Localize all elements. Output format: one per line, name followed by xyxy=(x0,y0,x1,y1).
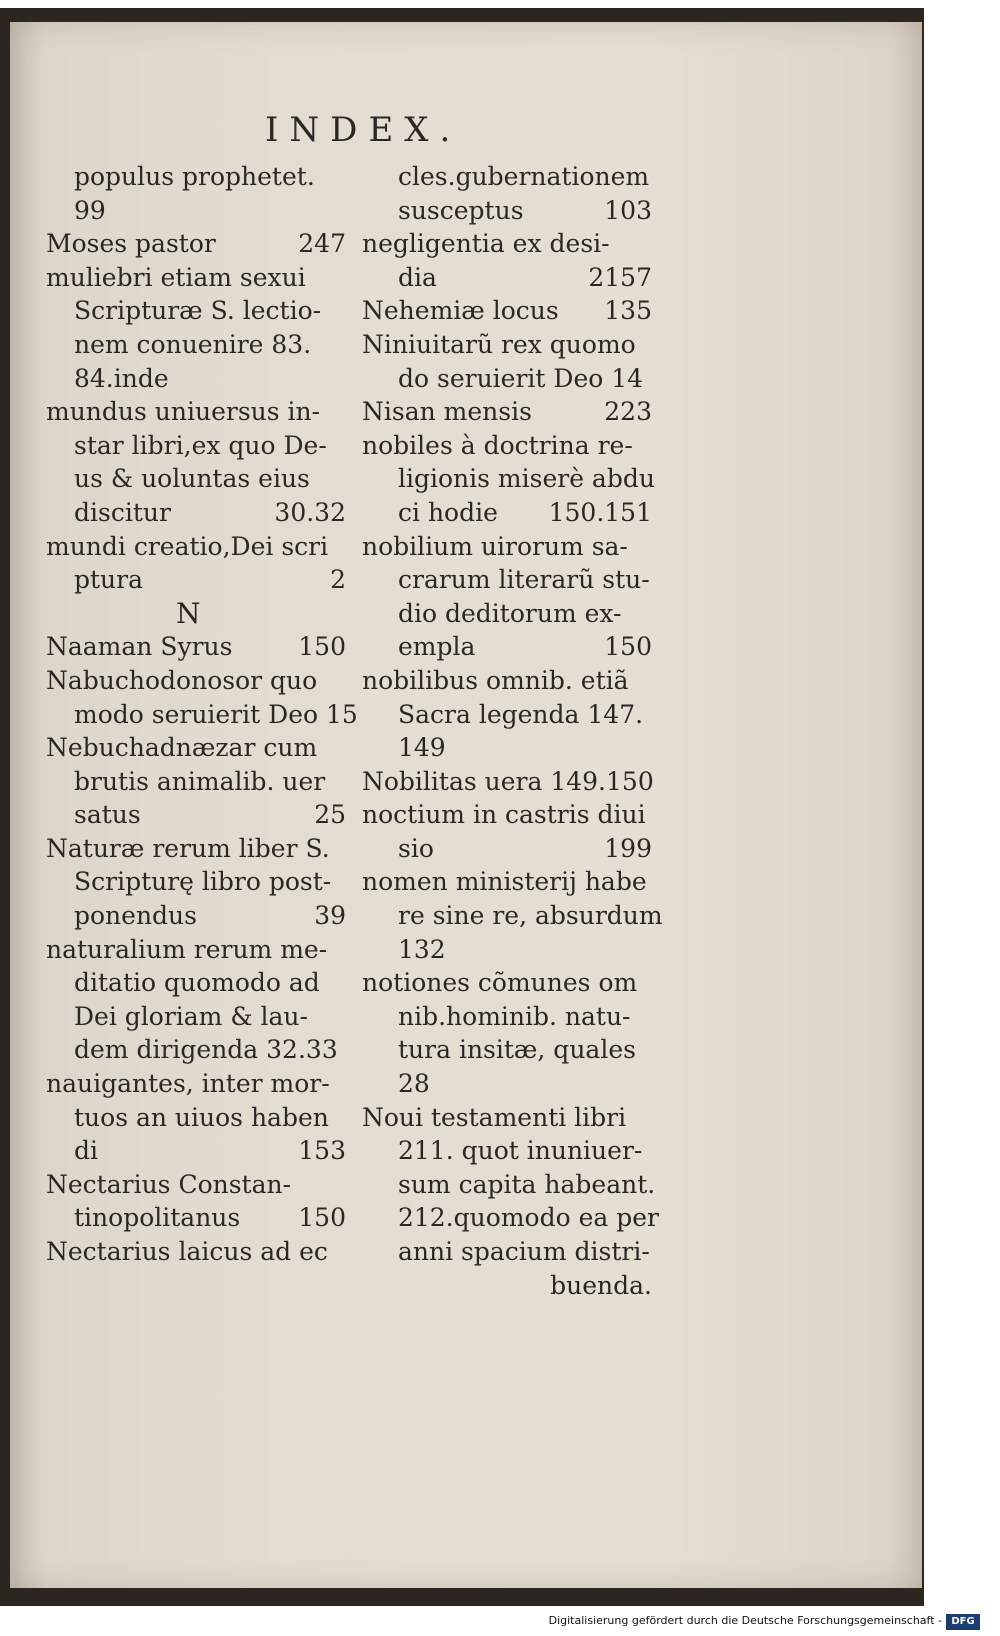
index-line xyxy=(362,698,652,732)
index-column-left xyxy=(46,160,358,1269)
index-entry-text: ponendus xyxy=(74,901,197,931)
index-line xyxy=(46,933,346,967)
index-line xyxy=(46,630,346,664)
index-entry-text: nib.hominib. natu- xyxy=(398,1001,631,1031)
dfg-logo: DFG xyxy=(946,1614,980,1630)
index-line xyxy=(46,261,346,295)
index-entry-text: anni spacium distri- xyxy=(398,1237,650,1266)
index-entry-text: brutis animalib. uer xyxy=(74,766,326,796)
index-entry-text: 132 xyxy=(398,934,446,964)
index-line xyxy=(362,1269,652,1303)
index-line xyxy=(362,496,652,530)
page-reference: 103 xyxy=(604,195,652,225)
index-line xyxy=(46,395,346,429)
digitization-footer xyxy=(0,1612,1000,1636)
index-line xyxy=(46,1134,346,1168)
index-entry-text: dem dirigenda 32.33 xyxy=(74,1035,338,1065)
footer-credit: Digitalisierung gefördert durch die Deutsche Forschungsgemeinschaft - xyxy=(548,1614,942,1627)
index-line xyxy=(362,1101,652,1135)
index-column-right xyxy=(362,160,663,1302)
index-entry-text: nem conuenire 83. xyxy=(74,329,312,359)
index-line xyxy=(362,1235,652,1269)
index-entry-text: di xyxy=(74,1136,98,1166)
index-line xyxy=(46,227,346,261)
index-line xyxy=(46,698,358,732)
page-reference: 150 xyxy=(604,632,652,662)
index-line xyxy=(46,832,346,866)
index-entry-text: satus xyxy=(74,800,141,830)
index-entry-text: nomen ministerij habe xyxy=(362,867,647,897)
index-entry-text: Naaman Syrus xyxy=(46,632,233,662)
index-entry-text: re sine re, absurdum xyxy=(398,901,663,931)
index-entry-text: 28 xyxy=(398,1069,430,1099)
index-entry-text: muliebri etiam sexui xyxy=(46,262,306,292)
index-entry-text: tuos an uiuos haben xyxy=(74,1102,329,1132)
index-entry-text: Moses pastor xyxy=(46,229,216,259)
index-line xyxy=(46,731,346,765)
index-line xyxy=(362,362,652,396)
index-line xyxy=(362,530,652,564)
index-line xyxy=(46,1101,346,1135)
index-entry-text: notiones cõmunes om xyxy=(362,968,638,998)
index-line xyxy=(362,194,652,228)
index-line xyxy=(46,966,346,1000)
index-entry-text: ligionis miserè abdu xyxy=(398,464,655,494)
index-entry-text: do seruierit Deo 14 xyxy=(398,363,644,393)
page-reference: 2157 xyxy=(588,262,652,292)
page-reference: 25 xyxy=(314,800,346,830)
index-entry-text: dio deditorum ex- xyxy=(398,598,622,628)
index-entry-text: negligentia ex desi- xyxy=(362,229,610,259)
page-reference: 150.151 xyxy=(548,497,652,527)
index-entry-text: Nisan mensis xyxy=(362,397,532,427)
page-reference: 199 xyxy=(604,833,652,863)
book-page xyxy=(10,22,922,1588)
index-line xyxy=(46,1000,346,1034)
index-line xyxy=(362,630,652,664)
index-line xyxy=(362,966,652,1000)
index-line xyxy=(362,1168,656,1202)
index-entry-text: ditatio quomodo ad xyxy=(74,968,320,998)
index-entry-text: Nobilitas uera 149.150 xyxy=(362,766,654,796)
index-line xyxy=(46,664,346,698)
index-entry-text: susceptus xyxy=(398,195,524,225)
index-line xyxy=(46,1033,346,1067)
page-reference: 2 xyxy=(330,565,346,595)
index-entry-text: tura insitæ, quales xyxy=(398,1035,636,1065)
index-entry-text: 212.quomodo ea per xyxy=(398,1203,659,1233)
index-entry-text: Niniuitarũ rex quomo xyxy=(362,329,636,359)
index-line xyxy=(46,362,346,396)
index-entry-text: empla xyxy=(398,632,476,662)
index-line xyxy=(362,765,652,799)
running-head: INDEX. xyxy=(265,110,462,150)
index-line xyxy=(46,530,346,564)
index-entry-text: naturalium rerum me- xyxy=(46,934,328,964)
index-line xyxy=(46,194,346,228)
index-entry-text: buenda. xyxy=(550,1270,652,1300)
index-entry-text: discitur xyxy=(74,497,171,527)
index-entry-text: Nectarius Constan- xyxy=(46,1169,292,1199)
index-line xyxy=(46,160,346,194)
index-line xyxy=(46,1201,346,1235)
index-line xyxy=(362,1134,652,1168)
index-line xyxy=(46,1067,346,1101)
index-entry-text: Noui testamenti libri xyxy=(362,1102,627,1132)
index-entry-text: ptura xyxy=(74,565,144,595)
index-entry-text: tinopolitanus xyxy=(74,1203,241,1233)
index-line xyxy=(46,462,346,496)
index-line xyxy=(46,429,346,463)
index-line xyxy=(362,664,652,698)
index-line xyxy=(46,328,346,362)
index-line xyxy=(362,429,652,463)
index-entry-text: Sacra legenda 147. xyxy=(398,699,644,729)
index-entry-text: sum capita habeant. xyxy=(398,1169,656,1199)
index-line xyxy=(362,597,652,631)
index-entry-text: 211. quot inuniuer- xyxy=(398,1136,643,1166)
index-line xyxy=(362,462,655,496)
page-reference: 39 xyxy=(314,901,346,931)
index-line xyxy=(46,798,346,832)
index-line xyxy=(362,1033,652,1067)
page-reference: 135 xyxy=(604,296,652,326)
index-entry-text: us & uoluntas eius xyxy=(74,464,310,494)
index-entry-text: nobilium uirorum sa- xyxy=(362,531,628,561)
index-line xyxy=(46,1168,346,1202)
index-entry-text: modo seruierit Deo 15 xyxy=(74,699,358,729)
page-reference: 153 xyxy=(298,1136,346,1166)
letter-heading: N xyxy=(176,596,201,630)
index-entry-text: star libri,ex quo De- xyxy=(74,430,327,460)
index-entry-text: 84.inde xyxy=(74,363,169,393)
index-line xyxy=(362,1201,659,1235)
index-line xyxy=(362,933,652,967)
index-line xyxy=(362,294,652,328)
index-line xyxy=(362,395,652,429)
index-entry-text: noctium in castris diui xyxy=(362,800,646,830)
index-entry-text: Nabuchodonosor quo xyxy=(46,665,318,695)
index-line xyxy=(362,1067,652,1101)
index-line xyxy=(46,899,346,933)
index-entry-text: populus prophetet. xyxy=(74,162,315,191)
page-reference: 150 xyxy=(298,632,346,662)
index-line xyxy=(362,160,652,194)
index-entry-text: Nectarius laicus ad ec xyxy=(46,1237,328,1266)
index-line xyxy=(362,731,652,765)
index-line xyxy=(46,563,346,597)
index-line xyxy=(362,1000,652,1034)
index-entry-text: nobiles à doctrina re- xyxy=(362,430,633,460)
index-entry-text: Naturæ rerum liber S. xyxy=(46,833,330,863)
index-line xyxy=(46,597,346,631)
index-line xyxy=(46,765,346,799)
index-line xyxy=(362,865,652,899)
index-entry-text: Scripturæ S. lectio- xyxy=(74,296,322,326)
index-entry-text: 99 xyxy=(74,195,106,225)
index-entry-text: cles.gubernationem xyxy=(398,162,650,191)
index-entry-text: Nehemiæ locus xyxy=(362,296,559,326)
index-entry-text: dia xyxy=(398,262,437,292)
page-reference: 223 xyxy=(604,397,652,427)
index-line xyxy=(362,832,652,866)
index-line xyxy=(46,496,346,530)
index-entry-text: Scripturę libro post- xyxy=(74,867,332,897)
index-entry-text: nobilibus omnib. etiã xyxy=(362,665,629,695)
page-reference: 30.32 xyxy=(274,497,346,527)
page-reference: 247 xyxy=(298,229,346,259)
index-line xyxy=(362,261,652,295)
index-line xyxy=(362,227,652,261)
index-entry-text: 149 xyxy=(398,733,446,763)
index-entry-text: crarum literarũ stu- xyxy=(398,565,650,595)
index-line xyxy=(46,1235,346,1269)
index-entry-text: Dei gloriam & lau- xyxy=(74,1001,308,1031)
index-line xyxy=(362,798,652,832)
index-line xyxy=(46,294,346,328)
index-line xyxy=(46,865,346,899)
index-entry-text: Nebuchadnæzar cum xyxy=(46,733,318,763)
index-line xyxy=(362,563,652,597)
index-line xyxy=(362,328,652,362)
index-line xyxy=(362,899,663,933)
index-entry-text: nauigantes, inter mor- xyxy=(46,1069,330,1099)
index-entry-text: mundus uniuersus in- xyxy=(46,397,321,427)
index-entry-text: sio xyxy=(398,833,434,863)
page-reference: 150 xyxy=(298,1203,346,1233)
index-entry-text: ci hodie xyxy=(398,497,498,527)
index-entry-text: mundi creatio,Dei scri xyxy=(46,531,329,561)
